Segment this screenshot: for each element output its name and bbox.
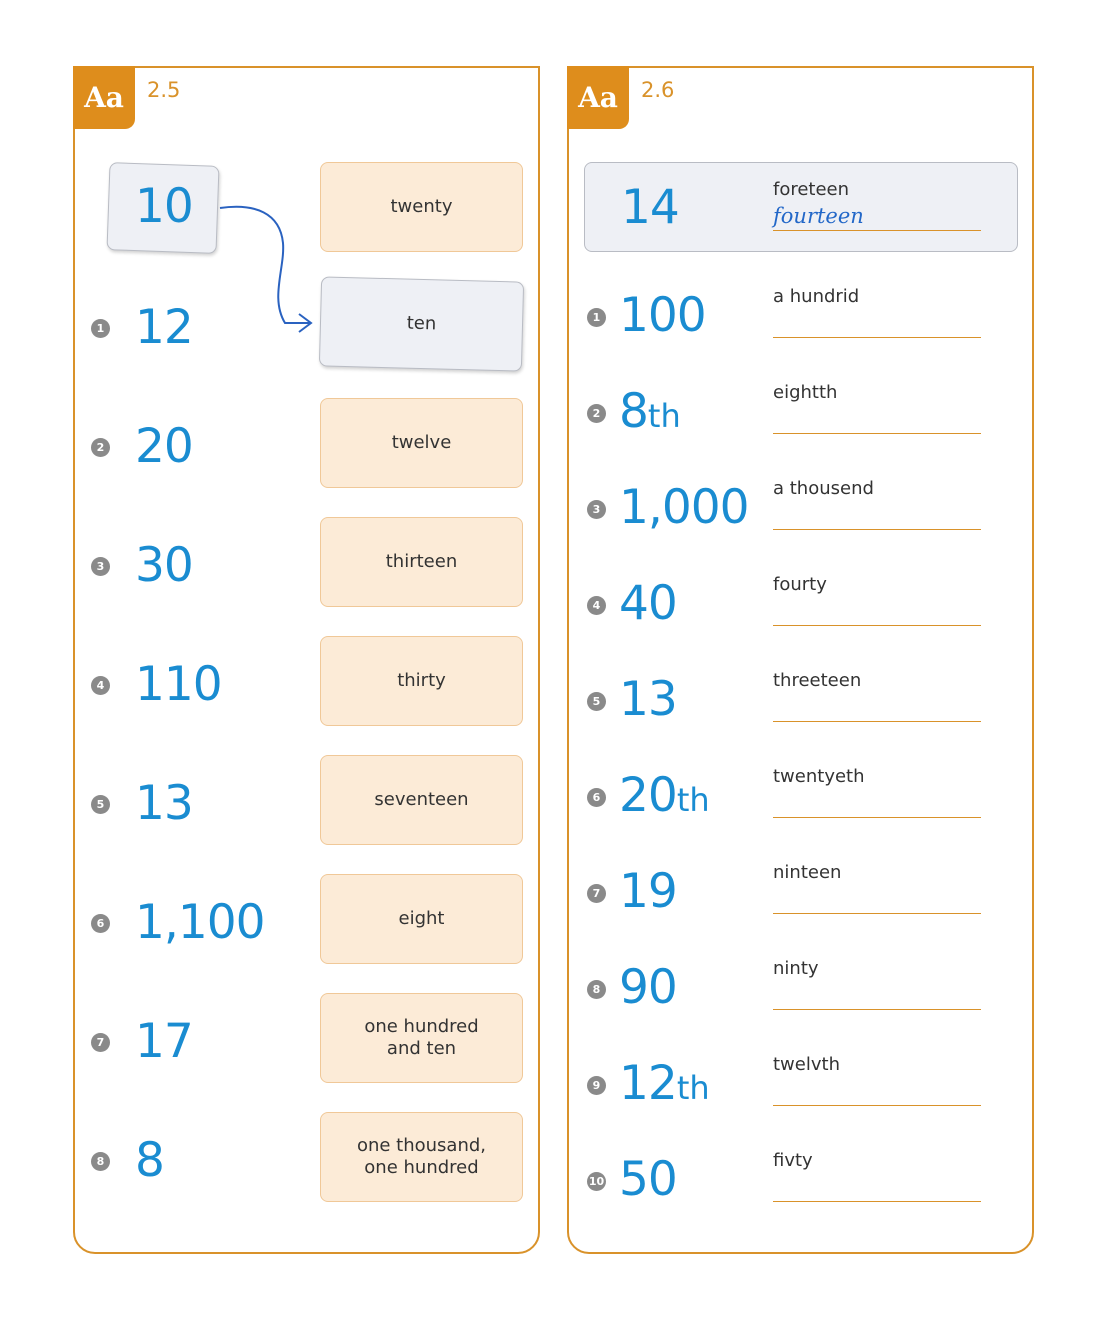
item-number-value: 100	[619, 288, 706, 343]
misspelt-word: fivty	[773, 1150, 813, 1171]
item-bullet: 4	[587, 596, 606, 615]
item-number: 17	[135, 1014, 193, 1069]
item-bullet: 2	[91, 438, 110, 457]
item-number	[619, 960, 677, 1015]
answer-line[interactable]	[773, 1009, 981, 1010]
word-card[interactable]: twenty	[320, 162, 523, 252]
misspelt-word: twentyeth	[773, 766, 865, 787]
item-number: 12	[135, 300, 193, 355]
answer-line[interactable]	[773, 625, 981, 626]
exercise-number: 2.5	[147, 78, 181, 102]
item-number: 110	[135, 657, 222, 712]
misspelt-word: a thousend	[773, 478, 874, 499]
item-number-value: 1,000	[619, 480, 749, 535]
item-bullet: 9	[587, 1076, 606, 1095]
misspelt-word: fourty	[773, 574, 827, 595]
item-bullet: 10	[587, 1172, 606, 1191]
item-bullet: 5	[91, 795, 110, 814]
matched-word-card[interactable]: ten	[319, 276, 524, 371]
answer-line[interactable]	[773, 529, 981, 530]
word-card[interactable]: one hundred and ten	[320, 993, 523, 1083]
answer-line[interactable]	[773, 1201, 981, 1202]
example-answer: fourteen	[773, 204, 864, 228]
item-bullet: 6	[91, 914, 110, 933]
item-number	[619, 288, 706, 343]
item-bullet: 5	[587, 692, 606, 711]
item-bullet: 1	[91, 319, 110, 338]
exercise-number: 2.6	[641, 78, 675, 102]
item-number	[619, 1152, 677, 1207]
answer-line[interactable]	[773, 721, 981, 722]
ordinal-suffix: th	[676, 1069, 710, 1107]
item-number-value: 40	[619, 576, 677, 631]
item-bullet: 4	[91, 676, 110, 695]
answer-line[interactable]	[773, 913, 981, 914]
word-card[interactable]: twelve	[320, 398, 523, 488]
misspelt-word: eightth	[773, 382, 838, 403]
example-number: 14	[621, 180, 679, 235]
match-arrow-icon	[215, 198, 325, 338]
example-misspelt-word: foreteen	[773, 179, 850, 200]
item-number: 8	[135, 1133, 164, 1188]
item-bullet: 8	[91, 1152, 110, 1171]
item-bullet: 1	[587, 308, 606, 327]
word-card[interactable]: eight	[320, 874, 523, 964]
item-bullet: 8	[587, 980, 606, 999]
answer-line[interactable]	[773, 817, 981, 818]
item-number: 20	[135, 419, 193, 474]
item-number-value: 20	[619, 768, 677, 823]
word-card[interactable]: thirteen	[320, 517, 523, 607]
item-number-value: 50	[619, 1152, 677, 1207]
misspelt-word: ninty	[773, 958, 819, 979]
item-number-value: 13	[619, 672, 677, 727]
item-bullet: 3	[587, 500, 606, 519]
item-number-value: 12	[619, 1056, 677, 1111]
ordinal-suffix: th	[676, 781, 710, 819]
answer-line[interactable]	[773, 1105, 981, 1106]
item-number: 30	[135, 538, 193, 593]
item-number	[619, 768, 710, 823]
misspelt-word: ninteen	[773, 862, 842, 883]
vocabulary-badge: Aa	[73, 66, 135, 129]
vocabulary-badge: Aa	[567, 66, 629, 129]
item-number-value: 8	[619, 384, 648, 439]
answer-line[interactable]	[773, 337, 981, 338]
item-number	[619, 384, 681, 439]
word-card[interactable]: seventeen	[320, 755, 523, 845]
ordinal-suffix: th	[647, 397, 681, 435]
answer-line[interactable]	[773, 433, 981, 434]
item-bullet: 2	[587, 404, 606, 423]
item-number	[619, 864, 677, 919]
misspelt-word: a hundrid	[773, 286, 860, 307]
item-number	[619, 672, 677, 727]
exercise-2-6-panel	[567, 66, 1034, 1254]
item-number	[619, 1056, 710, 1111]
item-number: 13	[135, 776, 193, 831]
word-card[interactable]: one thousand, one hundred	[320, 1112, 523, 1202]
item-number	[619, 576, 677, 631]
misspelt-word: threeteen	[773, 670, 862, 691]
item-bullet: 6	[587, 788, 606, 807]
item-number-value: 90	[619, 960, 677, 1015]
item-bullet: 7	[91, 1033, 110, 1052]
item-bullet: 3	[91, 557, 110, 576]
item-number	[619, 480, 749, 535]
item-number: 1,100	[135, 895, 265, 950]
example-answer-line	[773, 230, 981, 231]
exercise-2-5-panel	[73, 66, 540, 1254]
misspelt-word: twelvth	[773, 1054, 840, 1075]
word-card[interactable]: thirty	[320, 636, 523, 726]
example-number: 10	[135, 179, 193, 234]
item-number-value: 19	[619, 864, 677, 919]
item-bullet: 7	[587, 884, 606, 903]
